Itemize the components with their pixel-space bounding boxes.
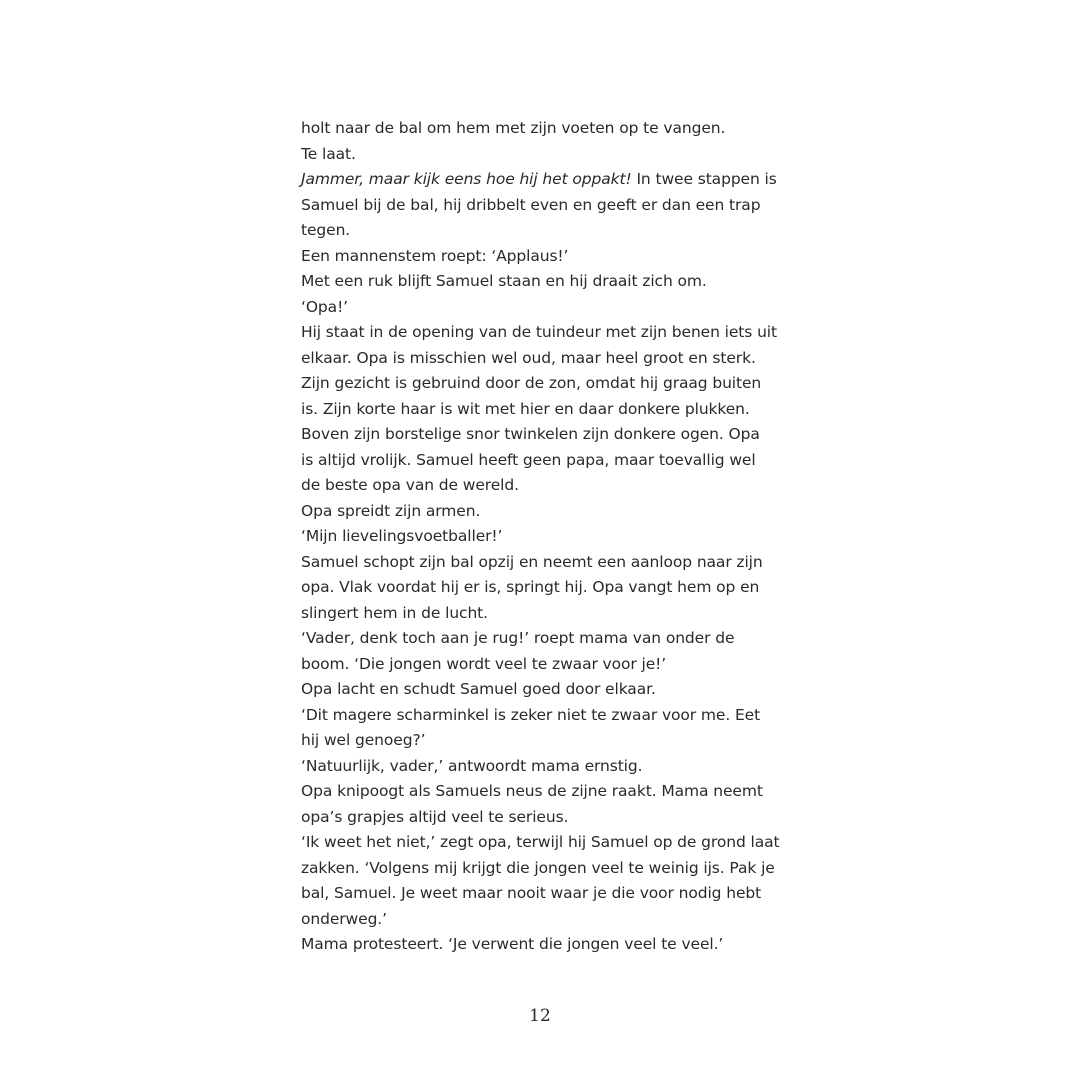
text-line: ‘Natuurlijk, vader,’ antwoordt mama ernstig. — [301, 756, 643, 775]
text-line: Opa knipoogt als Samuels neus de zijne raakt. Mama neemt — [301, 782, 763, 800]
text-line: opa. Vlak voordat hij er is, springt hij. Opa vangt hem op en — [301, 578, 760, 596]
text-line: Mama protesteert. ‘Je verwent die jongen veel te veel.’ — [301, 935, 724, 953]
text-line: zakken. ‘Volgens mij krijgt die jongen veel te weinig ijs. Pak je — [301, 858, 775, 877]
text-line: Met een ruk blijft Samuel staan en hij draait zich om. — [301, 272, 707, 290]
text-line: elkaar. Opa is misschien wel oud, maar heel groot en sterk. — [301, 348, 756, 367]
text-line-mixed — [301, 167, 821, 193]
body-text — [301, 116, 821, 958]
text-line: is altijd vrolijk. Samuel heeft geen papa, maar toevallig wel — [301, 450, 756, 469]
text-line: ‘Dit magere scharminkel is zeker niet te zwaar voor me. Eet — [301, 705, 761, 724]
text-line: Hij staat in de opening van de tuindeur met zijn benen iets uit — [301, 323, 777, 341]
text-line: Zijn gezicht is gebruind door de zon, omdat hij graag buiten — [301, 374, 762, 392]
text-line: ‘Mijn lievelingsvoetballer!’ — [301, 527, 503, 545]
text-line: Opa spreidt zijn armen. — [301, 501, 481, 520]
text-line: Samuel schopt zijn bal opzij en neemt een aanloop naar zijn — [301, 552, 763, 571]
text-line: tegen. — [301, 221, 351, 239]
text-line: Te laat. — [301, 144, 356, 163]
text-line: Opa lacht en schudt Samuel goed door elkaar. — [301, 680, 656, 698]
text-fragment: In twee stappen is — [631, 170, 777, 188]
italic-thought: Jammer, maar kijk eens hoe hij het oppakt! — [301, 170, 632, 188]
text-line: Een mannenstem roept: ‘Applaus!’ — [301, 246, 569, 265]
text-line: holt naar de bal om hem met zijn voeten op te vangen. — [301, 119, 726, 137]
text-line: hij wel genoeg?’ — [301, 731, 426, 749]
text-line: ‘Opa!’ — [301, 297, 349, 316]
text-line: boom. ‘Die jongen wordt veel te zwaar voor je!’ — [301, 654, 667, 673]
page-number: 12 — [529, 1006, 551, 1026]
text-line: is. Zijn korte haar is wit met hier en daar donkere plukken. — [301, 399, 750, 418]
text-line: onderweg.’ — [301, 909, 387, 928]
text-line: slingert hem in de lucht. — [301, 603, 488, 622]
text-line: ‘Ik weet het niet,’ zegt opa, terwijl hij Samuel op de grond laat — [301, 833, 780, 851]
text-line: bal, Samuel. Je weet maar nooit waar je die voor nodig hebt — [301, 884, 762, 902]
text-line: ‘Vader, denk toch aan je rug!’ roept mama van onder de — [301, 629, 735, 647]
text-line: opa’s grapjes altijd veel te serieus. — [301, 807, 569, 826]
text-line: Boven zijn borstelige snor twinkelen zijn donkere ogen. Opa — [301, 425, 760, 443]
text-line: Samuel bij de bal, hij dribbelt even en geeft er dan een trap — [301, 195, 761, 214]
text-line: de beste opa van de wereld. — [301, 476, 519, 494]
